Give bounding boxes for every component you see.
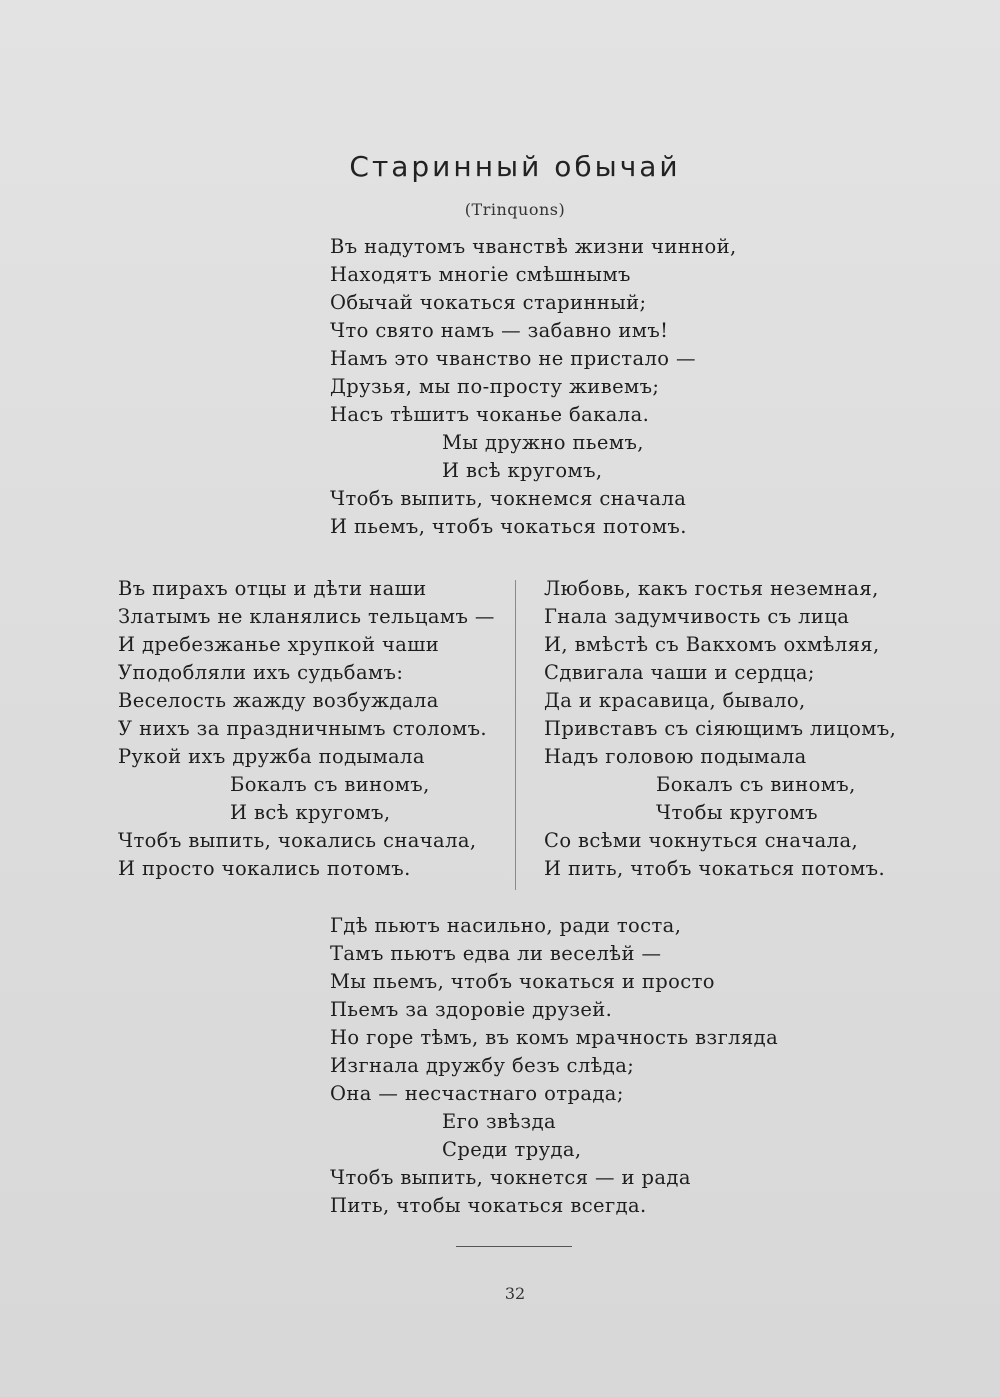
verse-line: Въ надутомъ чванствѣ жизни чинной, [330, 235, 737, 258]
verse-line: Обычай чокаться старинный; [330, 291, 647, 314]
stanza-4 [330, 912, 778, 1220]
verse-line: Мы пьемъ, чтобъ чокаться и просто [330, 970, 715, 993]
verse-line: Гдѣ пьютъ насильно, ради тоста, [330, 914, 682, 937]
column-divider [515, 580, 516, 890]
verse-line: Его звѣзда [442, 1110, 557, 1133]
verse-line: Бокалъ съ виномъ, [230, 773, 430, 796]
verse-line: Привставъ съ сіяющимъ лицомъ, [544, 717, 897, 740]
page-number: 32 [504, 1284, 526, 1303]
verse-line: И пить, чтобъ чокаться потомъ. [544, 857, 886, 880]
stanza-2 [118, 575, 495, 883]
verse-line: Чтобъ выпить, чокались сначала, [118, 829, 477, 852]
verse-line: Пьемъ за здоровіе друзей. [330, 998, 613, 1021]
verse-line: Бокалъ съ виномъ, [656, 773, 856, 796]
verse-line: Златымъ не кланялись тельцамъ — [118, 605, 495, 628]
verse-line: И всѣ кругомъ, [442, 459, 603, 482]
verse-line: Веселость жажду возбуждала [118, 689, 439, 712]
verse-line: Чтобъ выпить, чокнемся сначала [330, 487, 687, 510]
verse-line: Чтобъ выпить, чокнется — и рада [330, 1166, 691, 1189]
verse-line: Находятъ многіе смѣшнымъ [330, 263, 631, 286]
end-rule [456, 1246, 572, 1247]
verse-line: Намъ это чванство не пристало — [330, 347, 696, 370]
verse-line: И, вмѣстѣ съ Вакхомъ охмѣляя, [544, 633, 880, 656]
verse-line: Да и красавица, бывало, [544, 689, 806, 712]
verse-line: И пьемъ, чтобъ чокаться потомъ. [330, 515, 687, 538]
verse-line: Тамъ пьютъ едва ли веселѣй — [330, 942, 662, 965]
verse-line: Но горе тѣмъ, въ комъ мрачность взгляда [330, 1026, 779, 1049]
verse-line: У нихъ за праздничнымъ столомъ. [118, 717, 488, 740]
verse-line: Надъ головою подымала [544, 745, 807, 768]
poem-title: Старинный обычай [349, 150, 681, 183]
verse-line: Мы дружно пьемъ, [442, 431, 644, 454]
verse-line: Со всѣми чокнуться сначала, [544, 829, 859, 852]
verse-line: Чтобы кругомъ [656, 801, 818, 824]
verse-line: И всѣ кругомъ, [230, 801, 391, 824]
verse-line: И просто чокались потомъ. [118, 857, 411, 880]
verse-line: Гнала задумчивость съ лица [544, 605, 850, 628]
verse-line: Въ пирахъ отцы и дѣти наши [118, 577, 427, 600]
verse-line: Насъ тѣшитъ чоканье бакала. [330, 403, 650, 426]
verse-line: Изгнала дружбу безъ слѣда; [330, 1054, 635, 1077]
verse-line: Любовь, какъ гостья неземная, [544, 577, 879, 600]
verse-line: Сдвигала чаши и сердца; [544, 661, 815, 684]
verse-line: Пить, чтобы чокаться всегда. [330, 1194, 647, 1217]
verse-line: Рукой ихъ дружба подымала [118, 745, 425, 768]
verse-line: Что свято намъ — забавно имъ! [330, 319, 669, 342]
verse-line: Среди труда, [442, 1138, 582, 1161]
poem-subtitle: (Trinquons) [464, 200, 566, 219]
stanza-3 [544, 575, 896, 883]
verse-line: Друзья, мы по-просту живемъ; [330, 375, 660, 398]
stanza-1 [330, 233, 737, 541]
verse-line: Уподобляли ихъ судьбамъ: [118, 661, 404, 684]
verse-line: И дребезжанье хрупкой чаши [118, 633, 440, 656]
verse-line: Она — несчастнаго отрада; [330, 1082, 624, 1105]
